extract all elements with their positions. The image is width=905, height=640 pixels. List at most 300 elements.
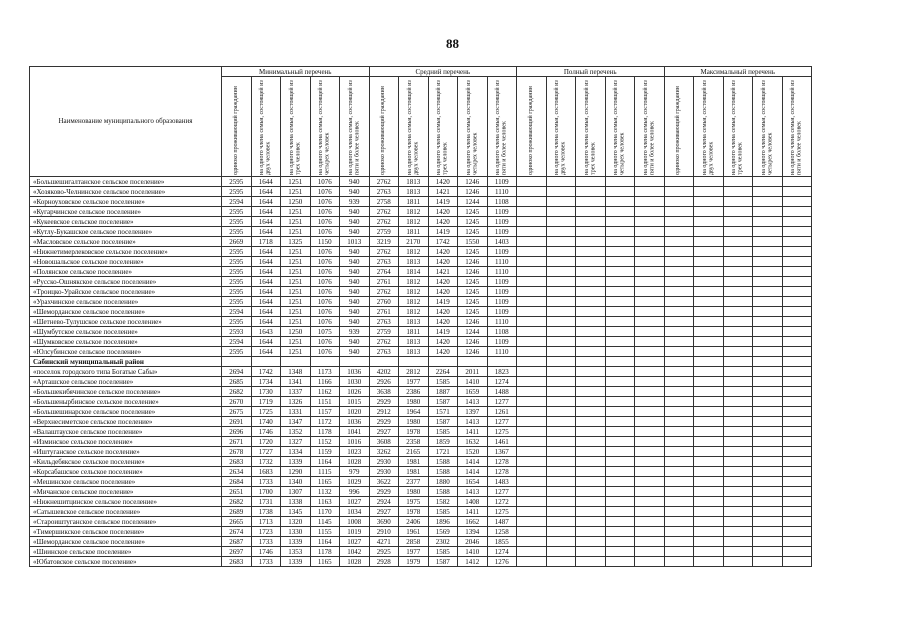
value-cell-mid: 1981 [399,457,429,467]
empty-cell [546,287,576,297]
empty-cell [782,347,812,357]
value-cell-mid: 1461 [487,437,517,447]
empty-cell [694,237,724,247]
value-cell-min: 2682 [222,387,252,397]
empty-cell [517,427,547,437]
municipality-name: «Шеморданское сельское поселение» [30,537,222,547]
name-column-header: Наименование муниципального образования [30,67,222,177]
table-row [30,417,812,427]
empty-cell [546,477,576,487]
value-cell-min [340,357,370,367]
value-cell-min: 1164 [310,537,340,547]
value-cell-mid: 1550 [458,237,488,247]
value-cell-min: 1042 [340,547,370,557]
empty-cell [517,437,547,447]
value-cell-mid: 1483 [487,477,517,487]
empty-cell [753,517,783,527]
empty-cell [635,227,665,237]
empty-cell [753,497,783,507]
value-cell-mid: 2858 [399,537,429,547]
empty-cell [753,297,783,307]
value-cell-min: 1338 [281,497,311,507]
value-cell-min: 1029 [340,477,370,487]
empty-cell [694,467,724,477]
empty-cell [782,267,812,277]
empty-cell [664,557,694,567]
value-cell-mid: 1419 [428,297,458,307]
value-cell-min: 1020 [340,407,370,417]
empty-cell [576,477,606,487]
empty-cell [576,387,606,397]
value-cell-mid: 1421 [428,267,458,277]
value-cell-mid: 1659 [458,387,488,397]
empty-cell [635,457,665,467]
value-cell-mid: 1244 [458,197,488,207]
table-row [30,367,812,377]
value-cell-mid: 1585 [428,377,458,387]
value-cell-mid: 1742 [428,237,458,247]
value-cell-mid: 2910 [369,527,399,537]
value-cell-min: 1348 [281,367,311,377]
value-cell-min: 2595 [222,347,252,357]
value-cell-min: 1145 [310,517,340,527]
empty-cell [576,457,606,467]
municipality-name: «Большекибячинское сельское поселение» [30,387,222,397]
empty-cell [782,487,812,497]
value-cell-min: 1178 [310,427,340,437]
empty-cell [546,177,576,187]
value-cell-min: 1644 [251,277,281,287]
empty-cell [517,387,547,397]
empty-cell [576,177,606,187]
value-cell-mid: 1587 [428,417,458,427]
value-cell-min: 1251 [281,297,311,307]
empty-cell [517,517,547,527]
municipality-name: «Мичанское сельское поселение» [30,487,222,497]
value-cell-min: 940 [340,347,370,357]
value-cell-mid: 1977 [399,377,429,387]
empty-cell [723,557,753,567]
value-cell-mid: 1245 [458,307,488,317]
empty-cell [546,377,576,387]
municipality-name: «Шеморданское сельское поселение» [30,307,222,317]
empty-cell [605,377,635,387]
empty-cell [635,197,665,207]
value-cell-mid: 1420 [428,337,458,347]
empty-cell [782,537,812,547]
empty-cell [546,357,576,367]
value-cell-min: 1251 [281,317,311,327]
municipality-name: «Кугарчинское сельское поселение» [30,207,222,217]
value-cell-min: 1028 [340,457,370,467]
value-cell-min: 1718 [251,237,281,247]
empty-cell [605,177,635,187]
table-row [30,237,812,247]
empty-cell [664,207,694,217]
empty-cell [753,267,783,277]
value-cell-mid: 1258 [487,527,517,537]
value-cell-mid: 1812 [399,217,429,227]
value-cell-min: 1644 [251,347,281,357]
value-cell-mid: 2762 [369,177,399,187]
value-cell-min: 1165 [310,477,340,487]
value-cell-mid: 1413 [458,397,488,407]
value-cell-min: 940 [340,257,370,267]
empty-cell [576,467,606,477]
empty-cell [546,237,576,247]
value-cell-mid: 1272 [487,497,517,507]
empty-cell [517,407,547,417]
empty-cell [723,207,753,217]
empty-cell [546,497,576,507]
value-cell-min: 2687 [222,537,252,547]
empty-cell [694,537,724,547]
empty-cell [723,447,753,457]
empty-cell [517,397,547,407]
empty-cell [605,327,635,337]
table-row [30,407,812,417]
empty-cell [782,497,812,507]
value-cell-min: 1150 [310,237,340,247]
empty-cell [664,527,694,537]
subcol-header-label: на одного члена семьи, состоящей из трех человек [436,80,449,175]
empty-cell [753,487,783,497]
empty-cell [664,317,694,327]
value-cell-mid: 1110 [487,317,517,327]
empty-cell [517,327,547,337]
empty-cell [576,367,606,377]
empty-cell [723,547,753,557]
empty-cell [753,527,783,537]
value-cell-mid: 1569 [428,527,458,537]
value-cell-mid: 2758 [369,197,399,207]
value-cell-mid: 2011 [458,367,488,377]
empty-cell [782,517,812,527]
empty-cell [664,327,694,337]
table-row [30,347,812,357]
subcol-header-label: на одного члена семьи, состоящей из пяти и более человек [495,80,508,175]
empty-cell [723,387,753,397]
empty-cell [576,317,606,327]
value-cell-min: 940 [340,277,370,287]
empty-cell [546,207,576,217]
value-cell-mid: 1813 [399,257,429,267]
empty-cell [782,377,812,387]
empty-cell [723,347,753,357]
value-cell-min: 1251 [281,247,311,257]
table-row [30,267,812,277]
value-cell-min: 1644 [251,197,281,207]
value-cell-min: 2594 [222,307,252,317]
value-cell-mid: 1397 [458,407,488,417]
value-cell-min: 1331 [281,407,311,417]
value-cell-min: 2689 [222,507,252,517]
empty-cell [576,297,606,307]
value-cell-min: 2685 [222,377,252,387]
empty-cell [576,537,606,547]
value-cell-mid: 2929 [369,417,399,427]
value-cell-mid: 1812 [399,207,429,217]
empty-cell [635,477,665,487]
empty-cell [782,297,812,307]
section-row [30,357,812,367]
value-cell-min: 2670 [222,397,252,407]
empty-cell [517,277,547,287]
empty-cell [782,217,812,227]
value-cell-mid: 1420 [428,247,458,257]
subcol-header-min-1 [222,77,252,177]
value-cell-mid: 2763 [369,257,399,267]
value-cell-min: 1340 [281,477,311,487]
value-cell-min: 1643 [251,327,281,337]
empty-cell [517,247,547,257]
table-row [30,377,812,387]
empty-cell [546,327,576,337]
empty-cell [546,537,576,547]
empty-cell [782,507,812,517]
empty-cell [546,507,576,517]
value-cell-mid: 1277 [487,417,517,427]
group-full-header: Полный перечень [517,67,665,77]
empty-cell [723,377,753,387]
empty-cell [605,227,635,237]
value-cell-mid: 1978 [399,507,429,517]
value-cell-mid: 1585 [428,427,458,437]
empty-cell [723,177,753,187]
empty-cell [664,187,694,197]
empty-cell [753,477,783,487]
empty-cell [635,557,665,567]
value-cell-mid: 1980 [399,417,429,427]
value-cell-mid: 1246 [458,347,488,357]
value-cell-min: 940 [340,207,370,217]
value-cell-mid: 1420 [428,347,458,357]
value-cell-min: 1152 [310,437,340,447]
value-cell-mid: 1975 [399,497,429,507]
empty-cell [694,287,724,297]
value-cell-min: 940 [340,307,370,317]
value-cell-mid: 1487 [487,517,517,527]
value-cell-mid: 1278 [487,467,517,477]
value-cell-min: 1742 [251,367,281,377]
empty-cell [664,437,694,447]
value-cell-min [222,357,252,367]
value-cell-min: 1251 [281,217,311,227]
value-cell-min: 1166 [310,377,340,387]
value-cell-min: 1700 [251,487,281,497]
value-cell-mid: 1245 [458,277,488,287]
value-cell-min: 1730 [251,387,281,397]
table-row [30,227,812,237]
value-cell-mid: 1813 [399,347,429,357]
empty-cell [664,257,694,267]
empty-cell [664,247,694,257]
empty-cell [664,377,694,387]
empty-cell [635,487,665,497]
value-cell-mid: 1109 [487,287,517,297]
empty-cell [753,397,783,407]
empty-cell [694,497,724,507]
empty-cell [664,217,694,227]
value-cell-min: 1734 [251,377,281,387]
value-cell-min: 1250 [281,327,311,337]
empty-cell [576,517,606,527]
empty-cell [753,327,783,337]
subcol-header-mid-4 [458,77,488,177]
value-cell-min: 1347 [281,417,311,427]
empty-cell [605,437,635,447]
table-row [30,277,812,287]
value-cell-mid: 2929 [369,487,399,497]
value-cell-min: 1339 [281,537,311,547]
empty-cell [723,257,753,267]
value-cell-min: 1341 [281,377,311,387]
subcol-header-label: на одного члена семьи, состоящей из пяти и более человек [790,80,803,175]
value-cell-min [310,357,340,367]
empty-cell [517,377,547,387]
empty-cell [546,197,576,207]
value-cell-mid: 2264 [428,367,458,377]
empty-cell [664,307,694,317]
subcol-header-label: на одного члена семьи, состоящей из трех человек [731,80,744,175]
value-cell-min: 2682 [222,497,252,507]
value-cell-mid: 1980 [399,487,429,497]
empty-cell [664,417,694,427]
empty-cell [782,227,812,237]
empty-cell [753,437,783,447]
value-cell-min: 1251 [281,307,311,317]
value-cell-mid: 1964 [399,407,429,417]
value-cell-min: 1644 [251,297,281,307]
empty-cell [664,347,694,357]
empty-cell [576,227,606,237]
empty-cell [605,477,635,487]
table-row [30,207,812,217]
value-cell-mid: 1979 [399,557,429,567]
subcol-header-min-5 [340,77,370,177]
value-cell-mid: 1419 [428,227,458,237]
empty-cell [576,487,606,497]
empty-cell [753,467,783,477]
value-cell-mid: 1571 [428,407,458,417]
empty-cell [753,407,783,417]
value-cell-mid: 1246 [458,177,488,187]
empty-cell [576,527,606,537]
subcol-header-label: одиноко проживающий гражданин [380,86,387,175]
empty-cell [605,247,635,257]
value-cell-min: 2595 [222,217,252,227]
table-row [30,477,812,487]
municipality-name: «Староиштуганское сельское поселение» [30,517,222,527]
empty-cell [635,527,665,537]
value-cell-mid: 1403 [487,237,517,247]
table-row [30,517,812,527]
value-cell-min: 1013 [340,237,370,247]
empty-cell [664,467,694,477]
empty-cell [723,407,753,417]
municipality-name: «Верхнесиметское сельское поселение» [30,417,222,427]
value-cell-min: 1034 [340,507,370,517]
empty-cell [517,207,547,217]
value-cell-min: 1028 [340,557,370,567]
value-cell-min: 1307 [281,487,311,497]
value-cell-min: 996 [340,487,370,497]
empty-cell [782,307,812,317]
value-cell-min: 1644 [251,307,281,317]
empty-cell [517,527,547,537]
empty-cell [546,437,576,447]
subcol-header-label: на одного члена семьи, состоящей из двух человек [259,80,272,175]
value-cell-min: 940 [340,337,370,347]
value-cell-min: 1644 [251,257,281,267]
value-cell-mid: 1276 [487,557,517,567]
empty-cell [517,297,547,307]
empty-cell [635,467,665,477]
municipality-name: «Урахчинское сельское поселение» [30,297,222,307]
value-cell-min: 940 [340,187,370,197]
value-cell-min: 1170 [310,507,340,517]
value-cell-min: 1015 [340,397,370,407]
empty-cell [546,547,576,557]
value-cell-mid: 1110 [487,347,517,357]
value-cell-min: 1644 [251,207,281,217]
empty-cell [694,317,724,327]
value-cell-min: 2595 [222,277,252,287]
subcol-header-full-1 [517,77,547,177]
empty-cell [782,397,812,407]
subcol-header-full-5 [635,77,665,177]
subcol-header-label: на одного члена семьи, состоящей из двух человек [701,80,715,175]
empty-cell [694,517,724,527]
value-cell-min: 1713 [251,517,281,527]
municipality-name: «Юлсубинское сельское поселение» [30,347,222,357]
empty-cell [664,227,694,237]
empty-cell [605,267,635,277]
value-cell-mid: 1420 [428,317,458,327]
empty-cell [635,447,665,457]
value-cell-mid: 1109 [487,277,517,287]
empty-cell [546,347,576,357]
subcol-header-full-3 [576,77,606,177]
empty-cell [605,257,635,267]
value-cell-mid: 2760 [369,297,399,307]
budget-table [29,66,812,567]
empty-cell [546,467,576,477]
empty-cell [664,337,694,347]
empty-cell [664,357,694,367]
empty-cell [723,417,753,427]
empty-cell [723,267,753,277]
empty-cell [576,397,606,407]
value-cell-mid: 1246 [458,317,488,327]
value-cell-min: 1644 [251,227,281,237]
value-cell-min: 2595 [222,207,252,217]
empty-cell [753,507,783,517]
empty-cell [723,497,753,507]
empty-cell [635,317,665,327]
value-cell-min: 1132 [310,487,340,497]
empty-cell [546,367,576,377]
value-cell-mid: 2406 [399,517,429,527]
empty-cell [605,297,635,307]
empty-cell [635,287,665,297]
municipality-name: «Корноуховское сельское поселение» [30,197,222,207]
value-cell-min: 1250 [281,197,311,207]
empty-cell [546,257,576,267]
value-cell-min: 1733 [251,537,281,547]
empty-cell [605,447,635,457]
municipality-name: «Нижнетимерлековское сельское поселение» [30,247,222,257]
